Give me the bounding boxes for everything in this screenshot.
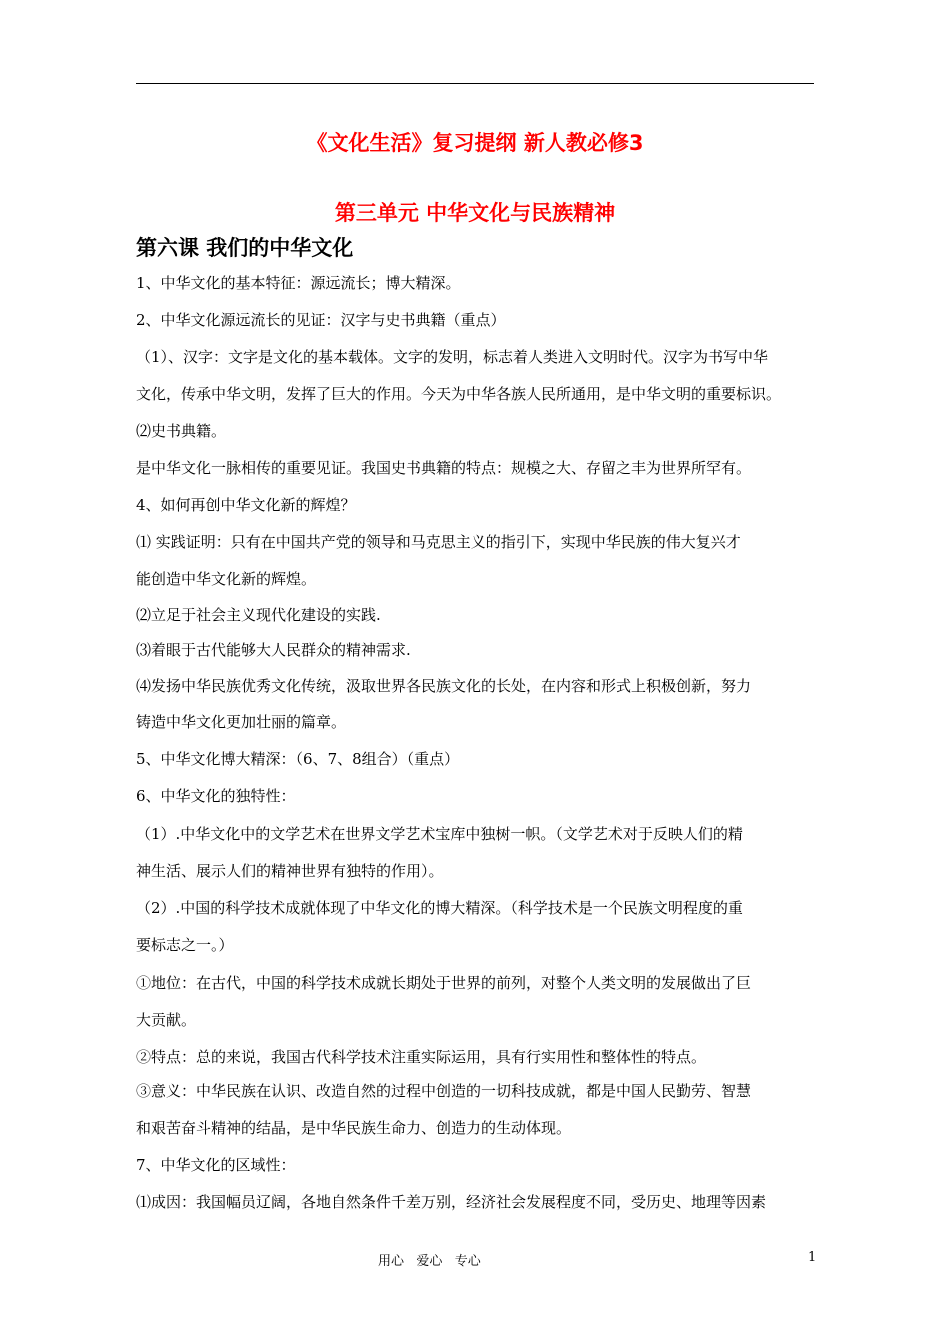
unit-title: 第三单元 中华文化与民族精神 xyxy=(334,201,616,225)
document-title: 《文化生活》复习提纲 新人教必修3 xyxy=(306,131,644,155)
body-line: 铸造中华文化更加壮丽的篇章。 xyxy=(136,713,347,731)
body-line: （2）.中国的科学技术成就体现了中华文化的博大精深。（科学技术是一个民族文明程度的重 xyxy=(136,899,743,917)
body-line: 是中华文化一脉相传的重要见证。我国史书典籍的特点：规模之大、存留之丰为世界所罕有。 xyxy=(136,459,752,477)
body-line: （1）、汉字：文字是文化的基本载体。文字的发明，标志着人类进入文明时代。汉字为书写中华 xyxy=(136,348,769,366)
body-line: 2、中华文化源远流长的见证：汉字与史书典籍（重点） xyxy=(136,311,506,329)
page-number: 1 xyxy=(808,1250,817,1265)
body-line: ⑵立足于社会主义现代化建设的实践. xyxy=(136,606,381,624)
footer-motto: 用心 爱心 专心 xyxy=(378,1254,481,1269)
body-line: 文化，传承中华文明，发挥了巨大的作用。今天为中华各族人民所通用，是中华文明的重要标识。 xyxy=(136,385,782,403)
body-line: 和艰苦奋斗精神的结晶，是中华民族生命力、创造力的生动体现。 xyxy=(136,1119,572,1137)
body-line: 7、中华文化的区域性： xyxy=(136,1156,296,1174)
body-line: （1）.中华文化中的文学艺术在世界文学艺术宝库中独树一帜。（文学艺术对于反映人们的精 xyxy=(136,825,743,843)
body-line: 大贡献。 xyxy=(136,1011,197,1029)
body-line: ⑴成因：我国幅员辽阔，各地自然条件千差万别，经济社会发展程度不同，受历史、地理等因素 xyxy=(136,1193,767,1211)
body-line: ⑵史书典籍。 xyxy=(136,422,227,440)
body-line: 4、如何再创中华文化新的辉煌？ xyxy=(136,496,356,514)
body-line: 能创造中华文化新的辉煌。 xyxy=(136,570,317,588)
body-line: 5、中华文化博大精深：（6、7、8组合）（重点） xyxy=(136,750,460,768)
body-line: ⑷发扬中华民族优秀文化传统，汲取世界各民族文化的长处，在内容和形式上积极创新，努力 xyxy=(136,677,752,695)
lesson-title: 第六课 我们的中华文化 xyxy=(136,236,354,260)
body-line: 神生活、展示人们的精神世界有独特的作用）。 xyxy=(136,862,444,880)
header-rule xyxy=(136,83,814,84)
body-line: ③意义：中华民族在认识、改造自然的过程中创造的一切科技成就，都是中国人民勤劳、智慧 xyxy=(136,1082,752,1100)
body-line: ②特点：总的来说，我国古代科学技术注重实际运用，具有行实用性和整体性的特点。 xyxy=(136,1048,707,1066)
body-line: ①地位：在古代，中国的科学技术成就长期处于世界的前列，对整个人类文明的发展做出了巨 xyxy=(136,974,752,992)
body-line: 1、中华文化的基本特征：源远流长；博大精深。 xyxy=(136,274,461,292)
body-line: ⑶着眼于古代能够大人民群众的精神需求. xyxy=(136,641,411,659)
body-line: 6、中华文化的独特性： xyxy=(136,787,296,805)
body-line: ⑴ 实践证明：只有在中国共产党的领导和马克思主义的指引下，实现中华民族的伟大复兴才 xyxy=(136,533,741,551)
body-line: 要标志之一。） xyxy=(136,936,234,954)
